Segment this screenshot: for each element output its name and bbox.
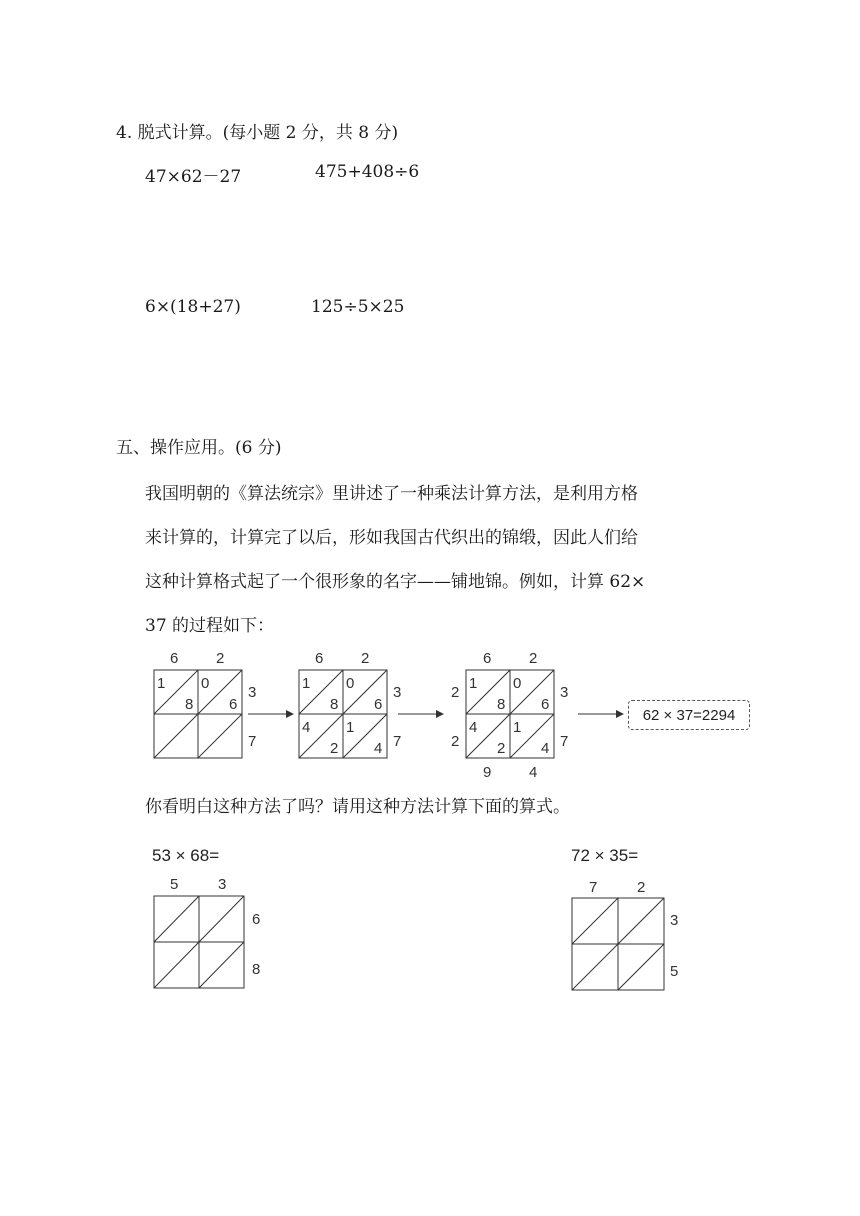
grid3-cell: 4 [469,719,478,736]
grid3-left-2: 2 [451,733,460,750]
paragraph-line-3: 这种计算格式起了一个很形象的名字——铺地锦。例如，计算 62× [145,572,646,592]
instruction: 你看明白这种方法了吗？请用这种方法计算下面的算式。 [145,797,570,817]
example-result: 62 × 37=2294 [628,700,750,730]
exercise2-top-1: 7 [589,879,598,896]
grid2-cell: 4 [374,740,383,757]
grid2-top-2: 2 [361,650,370,667]
example-grid-3 [450,645,590,785]
exercise2-right-1: 3 [670,912,679,929]
grid2-cell: 4 [302,719,311,736]
grid2-cell: 8 [330,696,339,713]
grid3-right-1: 3 [560,684,569,701]
problem-1: 47×62－27 [145,167,242,187]
grid2-cell: 2 [330,740,339,757]
exercise1-right-2: 8 [252,961,261,978]
grid2-cell: 0 [346,675,355,692]
problem-4: 125÷5×25 [311,297,405,317]
grid2-cell: 1 [346,719,355,736]
arrow-icon [578,706,624,722]
grid2-cell: 6 [374,696,383,713]
grid2-right-2: 7 [393,733,402,750]
problem-3: 6×(18+27) [145,297,241,317]
exercise-2-title: 72 × 35= [571,846,639,865]
exercise2-top-2: 2 [637,879,646,896]
grid3-right-2: 7 [560,733,569,750]
grid3-bottom-1: 9 [483,764,492,781]
paragraph-line-4: 37 的过程如下： [145,616,275,636]
grid3-cell: 4 [541,740,550,757]
exercise1-right-1: 6 [252,911,261,928]
grid1-cell: 8 [185,696,194,713]
grid3-cell: 2 [497,740,506,757]
grid2-top-1: 6 [315,650,324,667]
paragraph-line-1: 我国明朝的《算法统宗》里讲述了一种乘法计算方法，是利用方格 [145,484,638,504]
exercise-1-title: 53 × 68= [152,846,220,865]
grid1-cell: 0 [201,675,210,692]
grid1-top-2: 2 [216,650,225,667]
grid3-cell: 1 [513,719,522,736]
grid3-top-1: 6 [483,650,492,667]
example-grid-1 [140,645,270,765]
example-grid-2 [285,645,415,765]
section4-title: 4. 脱式计算。(每小题 2 分，共 8 分) [116,123,399,143]
paragraph-line-2: 来计算的，计算完了以后，形如我国古代织出的锦缎，因此人们给 [145,528,638,548]
exercise2-right-2: 5 [670,963,679,980]
exercise1-top-1: 5 [170,876,179,893]
grid1-top-1: 6 [170,650,179,667]
exercise-grid-2[interactable] [558,875,698,1000]
section5-title: 五、操作应用。(6 分) [116,438,282,458]
grid1-cell: 6 [229,696,238,713]
grid1-cell: 1 [157,675,166,692]
grid3-cell: 6 [541,696,550,713]
grid3-cell: 0 [513,675,522,692]
grid3-top-2: 2 [529,650,538,667]
grid3-left-1: 2 [451,684,460,701]
grid3-cell: 1 [469,675,478,692]
arrow-icon [398,706,444,722]
grid2-right-1: 3 [393,684,402,701]
grid1-right-2: 7 [248,733,257,750]
grid3-bottom-2: 4 [529,764,538,781]
problem-2: 475+408÷6 [315,162,420,182]
grid3-cell: 8 [497,696,506,713]
exercise-grid-1[interactable] [140,872,280,997]
grid1-right-1: 3 [248,684,257,701]
grid2-cell: 1 [302,675,311,692]
exercise1-top-2: 3 [218,876,227,893]
